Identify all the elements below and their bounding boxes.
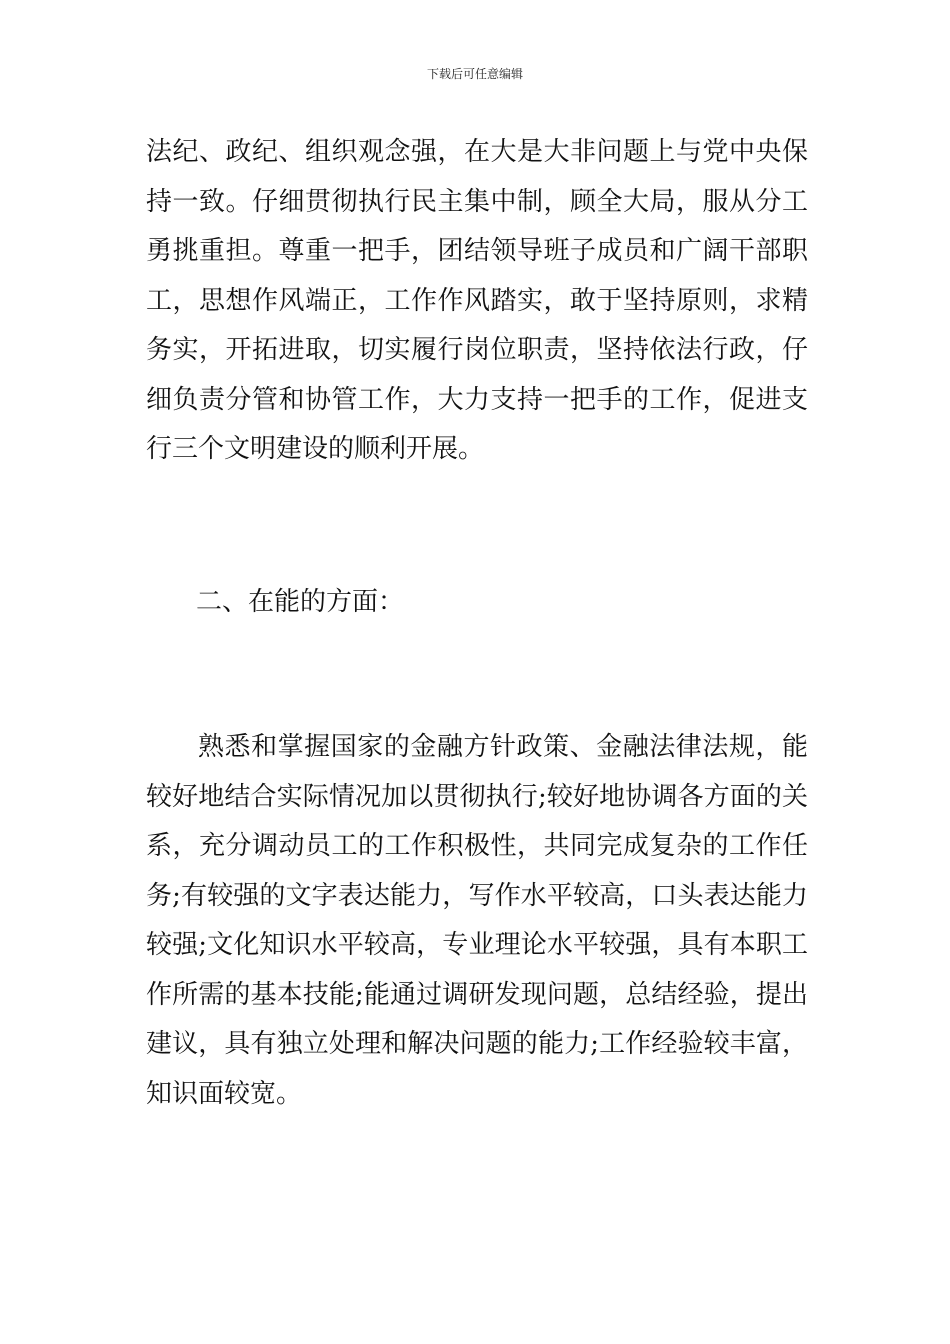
body-paragraph-2: 熟悉和掌握国家的金融方针政策、金融法律法规，能较好地结合实际情况加以贯彻执行;较好地协调各方面的关系，充分调动员工的工作积极性，共同完成复杂的工作任务;有较强的文字表达能力，写作水平较高，口头表达能力较强;文化知识水平较高，专业理论水平较强，具有本职工作所需的基本技能;能通过调研发现问题，总结经验，提出建议，具有独立处理和解决问题的能力;工作经验较丰富，知识面较宽。: [146, 732, 808, 1109]
page-header-note: 下载后可任意编辑: [426, 67, 523, 81]
body-paragraph-1: 法纪、政纪、组织观念强，在大是大非问题上与党中央保持一致。仔细贯彻执行民主集中制，顾全大局，服从分工勇挑重担。尊重一把手，团结领导班子成员和广阔干部职工，思想作风端正，工作作风踏实，敢于坚持原则，求精务实，开拓进取，切实履行岗位职责，坚持依法行政，仔细负责分管和协管工作，大力支持一把手的工作，促进支行三个文明建设的顺利开展。: [146, 137, 808, 464]
section-heading-2: 二、在能的方面：: [196, 587, 405, 617]
